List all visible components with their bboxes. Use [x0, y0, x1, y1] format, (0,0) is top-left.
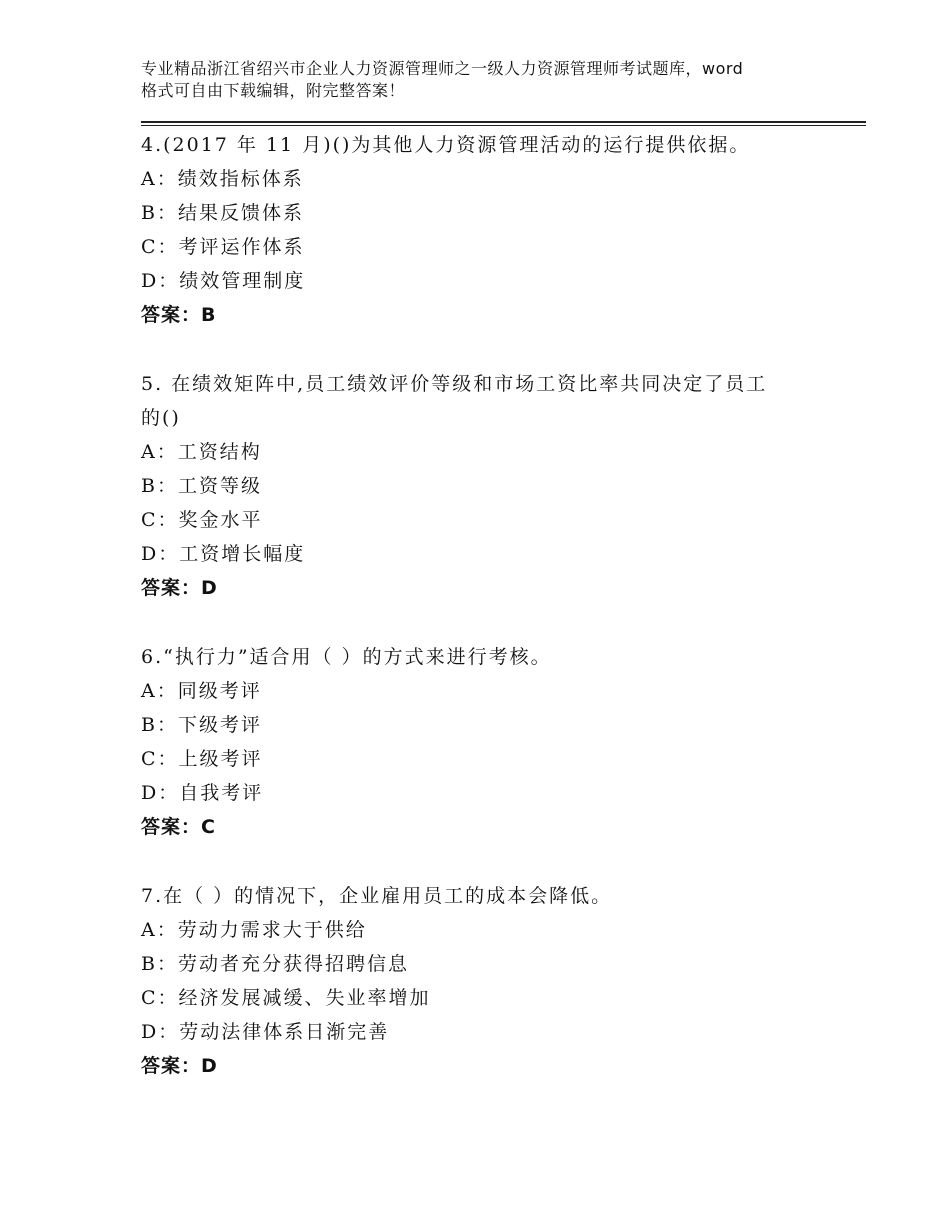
option-d: D：劳动法律体系日渐完善	[141, 1021, 390, 1043]
question-stem: 4.(2017 年 11 月)()为其他人力资源管理活动的运行提供依据。	[141, 134, 751, 156]
option-c: C：上级考评	[141, 748, 263, 770]
option-a: A：绩效指标体系	[141, 168, 304, 190]
question-stem-continued: 的()	[141, 407, 181, 429]
option-d: D：工资增长幅度	[141, 543, 306, 565]
spacer	[141, 605, 866, 640]
option-c: C：奖金水平	[141, 509, 263, 531]
answer: 答案：B	[141, 304, 217, 326]
question-7	[141, 879, 866, 1083]
answer: 答案：D	[141, 1055, 218, 1077]
option-a: A：同级考评	[141, 680, 262, 702]
spacer	[141, 844, 866, 879]
question-4	[141, 128, 866, 332]
header-rule-thin	[141, 125, 866, 126]
option-d: D：自我考评	[141, 782, 264, 804]
option-b: B：工资等级	[141, 475, 262, 497]
option-c: C：考评运作体系	[141, 236, 305, 258]
answer: 答案：D	[141, 577, 218, 599]
header-line-2: 格式可自由下载编辑，附完整答案！	[141, 81, 406, 100]
question-stem: 6.“执行力”适合用（ ）的方式来进行考核。	[141, 646, 552, 668]
option-b: B：劳动者充分获得招聘信息	[141, 953, 409, 975]
question-list	[141, 128, 866, 1083]
document-header	[141, 58, 841, 102]
option-d: D：绩效管理制度	[141, 270, 306, 292]
answer: 答案：C	[141, 816, 216, 838]
header-line-1: 专业精品浙江省绍兴市企业人力资源管理师之一级人力资源管理师考试题库，word	[141, 59, 744, 78]
option-b: B：结果反馈体系	[141, 202, 304, 224]
option-a: A：工资结构	[141, 441, 262, 463]
option-c: C：经济发展减缓、失业率增加	[141, 987, 431, 1009]
option-b: B：下级考评	[141, 714, 262, 736]
question-stem: 5. 在绩效矩阵中,员工绩效评价等级和市场工资比率共同决定了员工	[141, 373, 768, 395]
header-rule-thick	[141, 121, 866, 123]
question-5	[141, 367, 866, 605]
spacer	[141, 332, 866, 367]
option-a: A：劳动力需求大于供给	[141, 919, 367, 941]
question-stem: 7.在（ ）的情况下，企业雇用员工的成本会降低。	[141, 885, 613, 907]
question-6	[141, 640, 866, 844]
